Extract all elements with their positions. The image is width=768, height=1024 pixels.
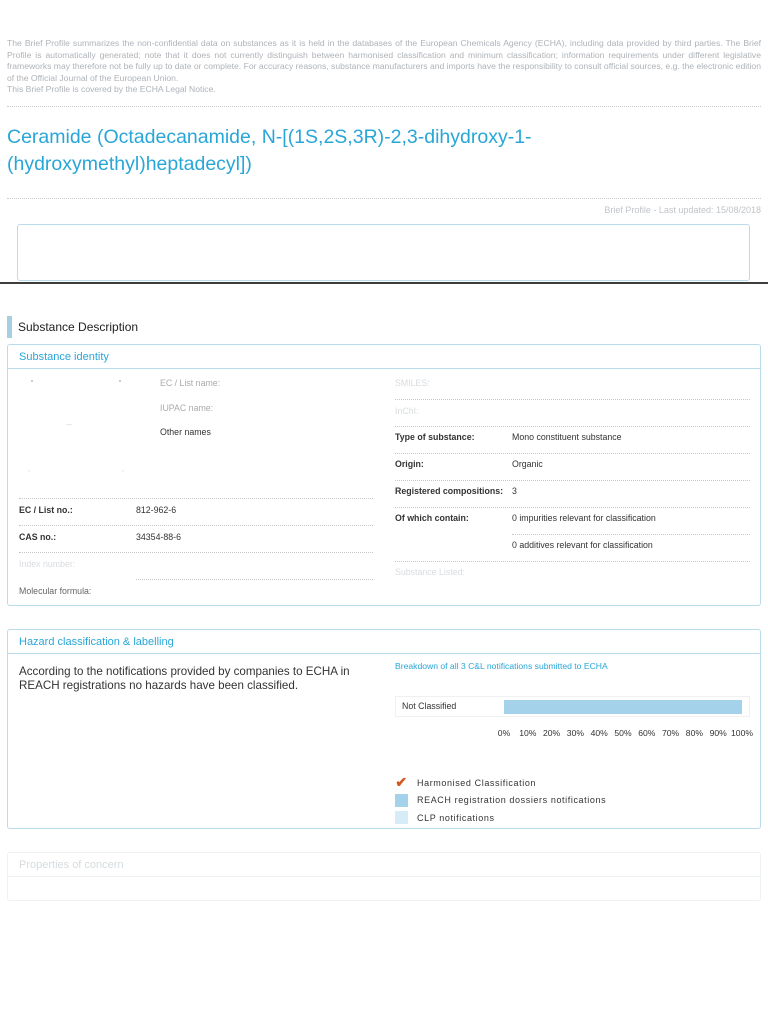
other-names-label: Other names bbox=[160, 427, 211, 437]
disclaimer-text: The Brief Profile summarizes the non-confidential data on substances as it is held in the databases of the European Chemicals Agency (ECHA), including data provided by third parties. The Brief Profile is automatically generated; note that it does not currently distinguish between harmonised classification and minimum classification; information requirements under different legislative frameworks may therefore not be fully up to date or complete. For accuracy reasons, substance manufacturers and imports have the responsibility to consult official sources, e.g. the electronic edition of the Official Journal of the European Union. bbox=[7, 38, 761, 83]
legend-clp bbox=[395, 809, 606, 827]
divider bbox=[395, 507, 750, 508]
legend-reach-label: REACH registration dossiers notifications bbox=[417, 795, 607, 806]
index-number-label: Index number: bbox=[19, 559, 76, 569]
last-updated: Brief Profile - Last updated: 15/08/2018 bbox=[604, 205, 761, 215]
info-box bbox=[17, 224, 750, 281]
legend-harmonised-label: Harmonised Classification bbox=[417, 777, 537, 788]
cas-no-label: CAS no.: bbox=[19, 532, 57, 542]
structure-placeholder: ... bbox=[66, 420, 72, 427]
inchi-label: InChI: bbox=[395, 406, 419, 416]
page-title: Ceramide (Octadecanamide, N-[(1S,2S,3R)-2,3-dihydroxy-1-(hydroxymethyl)heptadecyl]) bbox=[7, 126, 532, 175]
legal-notice-text[interactable]: This Brief Profile is covered by the ECHA Legal Notice. bbox=[7, 84, 216, 95]
panel-heading: Hazard classification & labelling bbox=[8, 630, 760, 654]
molecular-formula-label: Molecular formula: bbox=[19, 586, 92, 596]
legend-swatch-clp bbox=[395, 811, 408, 824]
hazard-summary: According to the notifications provided by companies to ECHA in REACH registrations no hazards have been classified. bbox=[19, 665, 350, 692]
divider bbox=[395, 399, 750, 400]
disclaimer bbox=[7, 38, 761, 96]
substance-identity-panel bbox=[7, 344, 761, 606]
properties-panel bbox=[7, 852, 761, 901]
origin-label: Origin: bbox=[395, 459, 424, 469]
type-of-substance-label: Type of substance: bbox=[395, 432, 475, 442]
legend-clp-label: CLP notifications bbox=[417, 812, 495, 823]
section-marker bbox=[7, 316, 12, 338]
x-tick-label: 0% bbox=[497, 728, 511, 738]
x-tick-label: 60% bbox=[638, 728, 656, 738]
x-tick-label: 40% bbox=[590, 728, 608, 738]
hazard-panel bbox=[7, 629, 761, 829]
divider bbox=[395, 426, 750, 427]
divider bbox=[395, 453, 750, 454]
section-title: Substance Description bbox=[18, 320, 139, 334]
ec-list-no-label: EC / List no.: bbox=[19, 505, 73, 515]
registered-compositions-value: 3 bbox=[512, 486, 517, 496]
bar-not-classified bbox=[504, 700, 742, 714]
divider bbox=[136, 579, 373, 580]
x-tick-label: 100% bbox=[731, 728, 753, 738]
smiles-label: SMILES: bbox=[395, 378, 430, 388]
panel-heading: Substance identity bbox=[8, 345, 760, 369]
of-which-contain-label: Of which contain: bbox=[395, 513, 469, 523]
legend-swatch-reach bbox=[395, 794, 408, 807]
substance-listed-label: Substance Listed: bbox=[395, 567, 465, 577]
divider bbox=[19, 552, 373, 553]
panel-heading: Properties of concern bbox=[8, 853, 760, 877]
x-tick-label: 80% bbox=[685, 728, 703, 738]
origin-value: Organic bbox=[512, 459, 543, 469]
divider bbox=[19, 525, 373, 526]
divider bbox=[512, 534, 750, 535]
legend-harmonised bbox=[395, 774, 606, 792]
chart-legend bbox=[395, 774, 606, 827]
cas-no-value: 34354-88-6 bbox=[136, 532, 181, 542]
divider bbox=[7, 106, 761, 107]
ec-list-no-value: 812-962-6 bbox=[136, 505, 177, 515]
divider bbox=[7, 198, 761, 199]
x-tick-label: 50% bbox=[614, 728, 632, 738]
ec-list-name-label: EC / List name: bbox=[160, 378, 221, 388]
breakdown-title: Breakdown of all 3 C&L notifications submitted to ECHA bbox=[395, 661, 608, 671]
x-tick-label: 30% bbox=[566, 728, 584, 738]
registered-compositions-label: Registered compositions: bbox=[395, 486, 504, 496]
bar-category-label: Not Classified bbox=[402, 701, 457, 711]
divider bbox=[19, 498, 373, 499]
divider bbox=[395, 561, 750, 562]
section-separator bbox=[0, 282, 768, 284]
iupac-name-label: IUPAC name: bbox=[160, 403, 214, 413]
impurities-value: 0 impurities relevant for classification bbox=[512, 513, 656, 523]
x-tick-label: 90% bbox=[709, 728, 727, 738]
additives-value: 0 additives relevant for classification bbox=[512, 540, 653, 550]
x-tick-label: 20% bbox=[542, 728, 561, 738]
x-tick-label: 10% bbox=[519, 728, 537, 738]
structure-image bbox=[26, 368, 126, 474]
divider bbox=[395, 480, 750, 481]
check-icon: ✔ bbox=[395, 774, 408, 791]
section-header bbox=[7, 316, 138, 338]
x-tick-label: 70% bbox=[661, 728, 680, 738]
type-of-substance-value: Mono constituent substance bbox=[512, 432, 622, 442]
legend-reach bbox=[395, 792, 606, 810]
